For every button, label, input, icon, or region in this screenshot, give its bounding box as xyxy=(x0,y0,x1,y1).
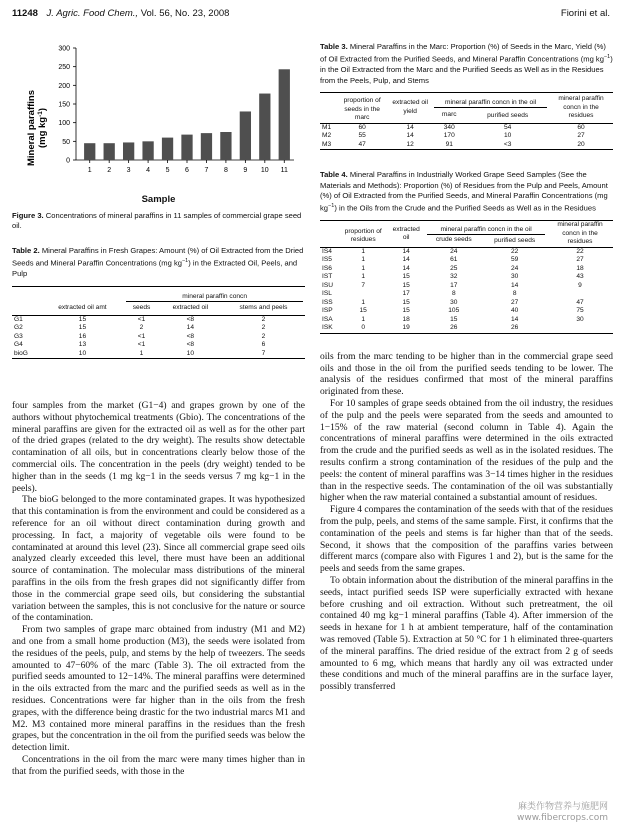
table-4-cell: 27 xyxy=(576,256,584,264)
right-column xyxy=(320,42,613,694)
table-2-header: extracted oil amt xyxy=(58,304,107,312)
bar-sample-11 xyxy=(279,69,290,160)
table-4-cell: 8 xyxy=(512,290,517,298)
table-2-cell: <8 xyxy=(186,341,195,349)
table-2-cell: 15 xyxy=(78,315,87,323)
table-2-cell: 2 xyxy=(139,324,144,332)
bar-sample-2 xyxy=(104,143,115,160)
x-axis-label: Sample xyxy=(141,194,176,205)
table-4-row xyxy=(320,316,613,325)
bar-sample-3 xyxy=(123,142,134,160)
x-tick-labels xyxy=(88,160,288,174)
table-2-cell: G4 xyxy=(14,341,23,349)
table-4-cell: 22 xyxy=(511,247,519,255)
table-4-cell: 26 xyxy=(450,324,458,332)
paragraph: From two samples of grape marc obtained from industry (M1 and M2) and one from a small home production (M3), the seeds were isolated from the residues of the peels, pulp, and stems by the help of tweezers. The seeds amounted to 47−60% of the marc (Table 3). The oil extracted from the purified seeds amounted to 12−14%. The mineral paraffins were determined in the oils extracted from the marc and the purified seeds as well as in the residues. Concentrations were far higher than in the oils from the fresh grapes, with the difference being drastic for the two industrial marcs M1 and M2. M3 contained more mineral paraffins in the residues than the fresh grapes, but the concentration in the oil from the purified seeds was below the detection limit. xyxy=(12,625,305,754)
table-4-cell: 43 xyxy=(576,273,584,281)
table-2-cell: 16 xyxy=(78,332,87,340)
table-4-cell xyxy=(547,290,613,299)
table-4-body xyxy=(320,247,613,333)
table-2 xyxy=(12,286,305,360)
journal-volume: Vol. 56, No. 23, 2008 xyxy=(140,8,230,19)
x-tick-label: 4 xyxy=(146,167,151,174)
y-axis-label-sup: -1 xyxy=(37,111,44,117)
table-4-cell: 27 xyxy=(511,298,519,306)
y-axis-label xyxy=(26,90,48,166)
table-2-cell: 10 xyxy=(78,349,87,357)
table-4-cell: 18 xyxy=(402,315,410,323)
table-4-cell: 14 xyxy=(402,247,410,255)
table-3-row xyxy=(320,132,613,141)
table-4-cell: 105 xyxy=(448,307,460,315)
x-tick-label: 5 xyxy=(165,167,170,174)
table-4-cell: 9 xyxy=(578,281,582,289)
journal-name: J. Agric. Food Chem., xyxy=(46,8,139,19)
table-2-header: stems and peels xyxy=(239,304,288,312)
table-2-cell: <8 xyxy=(186,315,195,323)
table-4-cell xyxy=(339,290,387,299)
table-3-cell: 60 xyxy=(358,123,366,131)
table-4-cell: 22 xyxy=(576,247,584,255)
table-3-cell: 10 xyxy=(504,132,512,140)
x-tick-label: 7 xyxy=(204,167,209,174)
table-2-cell: <1 xyxy=(137,341,146,349)
x-tick-label: 11 xyxy=(280,167,288,174)
table-2-cell: 7 xyxy=(261,349,266,357)
page-number: 11248 xyxy=(12,8,38,19)
table-3-row xyxy=(320,141,613,150)
x-tick-label: 8 xyxy=(223,167,228,174)
table-4-cell: 32 xyxy=(450,273,458,281)
table-2-cell: 2 xyxy=(261,332,266,340)
table-2-cell: 2 xyxy=(261,324,266,332)
table-4-cell: ISL xyxy=(322,290,332,298)
table-2-cell: <1 xyxy=(137,332,146,340)
table-4-cell: 30 xyxy=(450,298,458,306)
x-tick-label: 1 xyxy=(87,167,92,174)
table-3-cell: 12 xyxy=(406,140,414,148)
table-4-cell: ISP xyxy=(322,307,333,315)
table-3-row xyxy=(320,123,613,132)
y-tick-label: 100 xyxy=(58,120,70,128)
table-4-cell: IS6 xyxy=(322,264,332,272)
y-tick-label: 0 xyxy=(66,157,70,165)
table-4-cell: 19 xyxy=(402,324,410,332)
table-2-cell: G2 xyxy=(14,324,23,332)
table-3-caption: Table 3. Mineral Paraffins in the Marc: Proportion (%) of Seeds in the Marc, Yield (%) of Oil Extracted from the Purified Seeds, and Mineral Paraffin Concentrations (mg $kg^{-1}$) in the Oil Extracted from the Marc and the Purified Seeds as Well as in the Residues from the Peels, Pulp, and Stems xyxy=(320,42,613,85)
table-2-cell: 2 xyxy=(261,315,266,323)
table-2-cell: <1 xyxy=(137,315,146,323)
table-3-cell: M2 xyxy=(322,132,332,140)
table-2-cell: 13 xyxy=(78,341,87,349)
figure-3-caption: Figure 3. Concentrations of mineral paraffins in 11 samples of commercial grape seed oil. xyxy=(12,211,302,231)
table-4-row xyxy=(320,247,613,256)
table-3-cell: 340 xyxy=(443,123,455,131)
svg-text:Mineral paraffins xyxy=(26,90,37,166)
table-3-cell: 20 xyxy=(577,140,585,148)
table-4-cell: 17 xyxy=(402,290,410,298)
table-4-cell: 15 xyxy=(402,281,410,289)
table-4-cell: ISS xyxy=(322,298,333,306)
table-4-cell: 30 xyxy=(576,315,584,323)
y-tick-labels xyxy=(58,46,76,165)
chart-bars xyxy=(84,69,290,160)
bar-sample-7 xyxy=(201,133,212,160)
x-tick-label: 3 xyxy=(126,167,131,174)
table-3-cell: 55 xyxy=(358,132,366,140)
table-4-cell: 18 xyxy=(576,264,584,272)
table-2-cell: <8 xyxy=(186,332,195,340)
table-4-row xyxy=(320,299,613,308)
running-header-authors: Fiorini et al. xyxy=(560,8,610,19)
table-3-group-header: mineral paraffin concn in the oil xyxy=(434,99,547,109)
table-2-header: extracted oil xyxy=(172,304,209,312)
table-4-cell: 1 xyxy=(361,298,366,306)
y-axis-label-line2: (mg kg xyxy=(37,116,48,149)
table-2-header: seeds xyxy=(132,304,151,312)
table-2-row xyxy=(12,341,305,350)
y-tick-label: 300 xyxy=(58,45,70,53)
running-header-left xyxy=(12,8,229,19)
table-2-row xyxy=(12,324,305,333)
bar-sample-1 xyxy=(84,143,95,160)
table-4-cell: 24 xyxy=(511,264,519,272)
table-4: proportion of residues extracted oil mineral paraffin concn in the oil mineral paraffin concn in the residues crude seeds purified seeds IS4 1 14 24 22 22 IS5 1 14 61 59 27 IS6 1 14 25 24 18 IST 1 15 32 30 43 ISU 7 15 17 14 9 ISL 17 8 8 ISS 1 15 30 27 47 ISP 15 15 105 40 75 ISA 1 18 15 14 30 ISK 0 19 26 26 xyxy=(320,220,613,334)
paragraph: The bioG belonged to the more contaminated grapes. It was hypothesized that this contamination is from the environment and could be considered as a reference for an oil without direct contamination during growth and processing. In fact, a majority of vegetable oils were found to be contaminated at around this level (23). Since all commercial grape seed oils analyzed clearly exceeded this level, there must have been an additional source of contamination. The molecular mass distributions of the mineral paraffins in the oils from the fresh grapes did not significantly differ from those in the commercial grape seed oils, but considering the substantial variation between the samples, this is not conclusive for the nature or source of the contamination. xyxy=(12,495,305,624)
table-4-caption: Table 4. Mineral Paraffins in Industrially Worked Grape Seed Samples (See the Materials and Methods): Proportion (%) of Residues from the Pulp and Peels, Amount (%) of Oil Extracted from the Purified Seeds, and Mineral Paraffin Concentrations (mg $kg^{-1}$) in the Oils from the Crude and the Purified Seeds as Well as in the Residues xyxy=(320,170,608,213)
table-3-cell: M1 xyxy=(322,123,332,131)
x-tick-label: 9 xyxy=(243,167,248,174)
table-3-cell: 27 xyxy=(577,132,585,140)
table-4-cell: ISK xyxy=(322,324,333,332)
watermark: 麻类作物营养与施肥网 www.fibercrops.com xyxy=(517,802,608,823)
table-4-cell: IS4 xyxy=(322,247,332,255)
x-tick-label: 2 xyxy=(107,167,112,174)
table-2-row xyxy=(12,350,305,359)
table-3-cell: 60 xyxy=(577,123,585,131)
bar-sample-9 xyxy=(240,111,251,160)
table-4-cell: 40 xyxy=(511,307,519,315)
table-4-row xyxy=(320,273,613,282)
svg-text:(mg kg-1) xyxy=(37,108,48,148)
table-4-cell: 1 xyxy=(361,264,366,272)
table-4-row xyxy=(320,324,613,333)
bar-sample-10 xyxy=(259,94,270,160)
table-4-cell: 24 xyxy=(450,247,458,255)
left-body-text xyxy=(12,401,305,779)
table-2-cell: G1 xyxy=(14,315,23,323)
paragraph: To obtain information about the distribution of the mineral paraffins in the seeds, intact purified seeds ISP were superficially extracted with hexane before crushing and oil extraction. Without such pretreatment, the oil contained 40 mg kg−1 mineral paraffins (Table 4). After immersion of the seeds in hexane for 1 h at ambient temperature, half of the contamination was removed (Table 5). Extraction at 50 °C for 1 h eliminated three-quarters of the mineral paraffins. The dried residue of the extract from 2 g of seeds amounted to 6 mg, which means that hardly any oil was extracted under these conditions and much of the mineral paraffins are in the surface layer, possibly transferred xyxy=(320,575,613,693)
bar-sample-5 xyxy=(162,138,173,160)
table-4-cell: 47 xyxy=(576,298,584,306)
y-axis-label-line1: Mineral paraffins xyxy=(26,89,37,167)
table-4-cell: 75 xyxy=(576,307,584,315)
paragraph: Figure 4 compares the contamination of the seeds with that of the residues from the pulp, peels, and stems of the same sample. First, it confirms that the contamination of the peels and stems is far higher than that of the seeds. Second, it shows that the composition of the paraffins varies between different marcs (compare also with Figures 1 and 2), but is the same for the peels and seeds from the same grapes. xyxy=(320,505,613,575)
table-4-group-header: mineral paraffin concn in the oil xyxy=(427,226,545,236)
table-4-cell: 1 xyxy=(361,256,366,264)
bar-sample-6 xyxy=(181,135,192,160)
table-3-cell: M3 xyxy=(322,140,332,148)
table-4-cell: 14 xyxy=(511,315,519,323)
table-4-cell: 0 xyxy=(361,324,366,332)
table-2-group-header: mineral paraffin concn xyxy=(126,293,303,303)
table-4-cell: 8 xyxy=(451,290,456,298)
table-2-cell: 6 xyxy=(261,341,266,349)
y-tick-label: 200 xyxy=(58,82,70,90)
table-4-cell: 15 xyxy=(402,273,410,281)
table-3-body xyxy=(320,123,613,150)
table-4-cell: 15 xyxy=(359,307,367,315)
table-4-cell: 17 xyxy=(450,281,458,289)
table-4-row xyxy=(320,265,613,274)
table-4-cell: 15 xyxy=(402,307,410,315)
table-4-cell: 14 xyxy=(402,264,410,272)
table-4-row xyxy=(320,307,613,316)
table-3-cell: 14 xyxy=(406,123,414,131)
x-tick-label: 6 xyxy=(185,167,189,174)
table-3-cell: 91 xyxy=(445,140,453,148)
y-axis-label-close: ) xyxy=(37,107,48,112)
table-2-cell: G3 xyxy=(14,332,23,340)
table-4-cell: IS5 xyxy=(322,256,332,264)
table-4-cell: IST xyxy=(322,273,333,281)
y-tick-label: 250 xyxy=(58,64,70,72)
table-2-row xyxy=(12,315,305,324)
table-4-cell: 14 xyxy=(511,281,519,289)
table-2-caption: Table 2. Mineral Paraffins in Fresh Grapes: Amount (%) of Oil Extracted from the Dried Seeds and Mineral Paraffin Concentrations (mg $kg^{-1}$) in the Extracted Oil, Peels, and Pulp xyxy=(12,245,304,279)
table-2-cell: 14 xyxy=(186,324,195,332)
table-4-row xyxy=(320,290,613,299)
table-4-cell: 25 xyxy=(450,264,458,272)
table-4-cell: 1 xyxy=(361,273,366,281)
table-4-cell: 61 xyxy=(450,256,458,264)
table-4-cell: ISU xyxy=(322,281,333,289)
table-3-cell: 47 xyxy=(358,140,366,148)
paragraph: For 10 samples of grape seeds obtained from the oil industry, the residues of the pulp and the peels were separated from the seeds and amounted to 1−15% of the raw material (second column in Table 4). Again the concentrations of mineral paraffins were determined in the oils extracted from the crude and the purified seeds as well as in the isolated residues. The results confirm a strong contamination of the residues of the pulp and the peels: the content of mineral paraffins was 3−14 times higher in the residues than in the respective seeds. The contamination of the oil was substantially higher when the raw material contained a substantial amount of residues. xyxy=(320,399,613,504)
table-4-cell xyxy=(547,324,613,333)
table-2-row xyxy=(12,333,305,342)
table-2-cell: 1 xyxy=(139,349,144,357)
table-4-row xyxy=(320,256,613,265)
table-3-cell: 14 xyxy=(406,132,414,140)
y-tick-label: 50 xyxy=(62,138,70,146)
table-3-cell: <3 xyxy=(503,140,512,148)
y-tick-label: 150 xyxy=(58,101,70,109)
right-body-text xyxy=(320,352,613,694)
table-3-cell: 170 xyxy=(443,132,455,140)
table-4-row xyxy=(320,282,613,291)
table-4-cell: 15 xyxy=(450,315,458,323)
x-tick-label: 10 xyxy=(260,167,269,174)
table-3-cell: 54 xyxy=(504,123,512,131)
paragraph: four samples from the market (G1−4) and grapes grown by one of the authors without phytochemical treatments (Gbio). The concentrations of the mineral paraffins are given for the extracted oil as well as for the other part of the dried grapes (related to the dry weight). The results show detectable contamination of all oils, but in concentrations clearly below those of the commercial oils. The concentration in the peels (dry weight) tended to be higher than in the seeds (1 mg kg−1 in the seeds versus 7 mg kg−1 in the peels). xyxy=(12,401,305,494)
paragraph: oils from the marc tending to be higher than in the commercial grape seed oils and those in the oil from the purified seeds tending to be lower. The analysis of the residues confirmed that most of the mineral paraffins originated from these. xyxy=(320,351,613,398)
figure-3-chart xyxy=(12,36,305,196)
table-4-cell: 14 xyxy=(402,256,410,264)
table-4-cell: 26 xyxy=(511,324,519,332)
table-3: proportion of seeds in the marc extracted oil yield mineral paraffin concn in the oil mineral paraffin concn in the residues marc purified seeds M1 60 14 340 54 60 M2 55 14 170 10 27 M3 47 12 91 <3 20 xyxy=(320,92,613,150)
table-4-cell: ISA xyxy=(322,315,333,323)
bar-sample-4 xyxy=(142,141,153,160)
table-4-cell: 1 xyxy=(361,247,366,255)
left-column xyxy=(12,36,305,779)
table-4-cell: 15 xyxy=(402,298,410,306)
table-2-cell: 15 xyxy=(78,324,87,332)
table-4-cell: 7 xyxy=(361,281,366,289)
table-4-cell: 30 xyxy=(511,273,519,281)
table-4-cell: 59 xyxy=(511,256,519,264)
table-2-cell: bioG xyxy=(14,349,28,357)
table-2-body xyxy=(12,315,305,359)
table-4-cell: 1 xyxy=(361,315,366,323)
paragraph: Concentrations in the oil from the marc were many times higher than in that from the purified seeds, with those in the xyxy=(12,754,305,777)
bar-sample-8 xyxy=(220,132,231,160)
table-2-cell: 10 xyxy=(186,349,195,357)
